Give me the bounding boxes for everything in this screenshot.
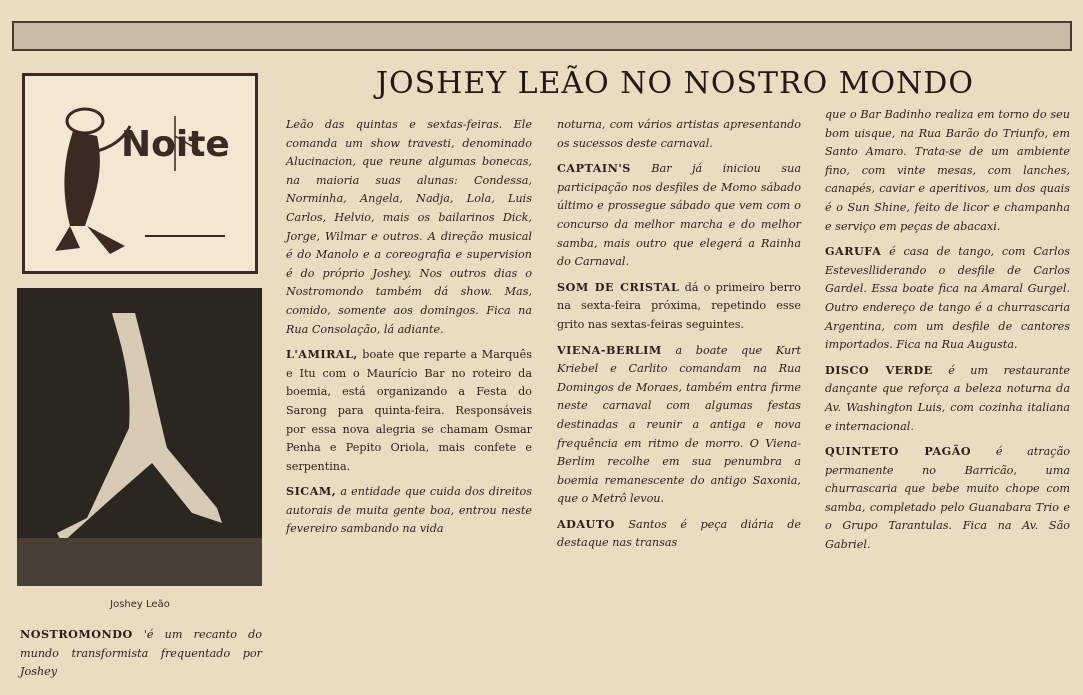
paragraph — [557, 278, 801, 335]
paragraph — [825, 242, 1070, 355]
column-2 — [286, 116, 532, 539]
paragraph-text: Santos é peça diária de destaque nas transas — [557, 517, 801, 550]
paragraph — [557, 515, 801, 553]
section-logo — [22, 73, 258, 274]
headline: JOSHEY LEÃO NO NOSTRO MONDO — [376, 66, 974, 101]
paragraph-lead: NOSTROMONDO — [20, 627, 133, 641]
paragraph-text: é atração permanente no Barricão, uma churrascaria que bebe muito chope com samba, completado pelo Guanabara Trio e o Grupo Tarantulas. Fica na Av. São Gabriel. — [825, 445, 1070, 552]
paragraph-lead: SICAM, — [286, 484, 337, 499]
top-rule-bar — [12, 21, 1072, 51]
column-1 — [20, 625, 262, 682]
logo-word: Noite — [121, 124, 230, 165]
paragraph-lead: QUINTETO PAGÃO — [825, 444, 972, 459]
paragraph — [825, 442, 1070, 555]
paragraph-text: é casa de tango, com Carlos Esteveslliderando o desfile de Carlos Gardel. Essa boate fica na Amaral Gurgel. Outro endereço de tango é a churrascaria Argentina, com um desfile de cantores importados. Fica na Rua Augusta. — [825, 245, 1070, 352]
paragraph-lead: VIENA-BERLIM — [557, 342, 662, 357]
paragraph-lead: L'AMIRAL, — [286, 347, 358, 362]
paragraph-lead: CAPTAIN'S — [557, 161, 631, 176]
paragraph-lead: DISCO VERDE — [825, 362, 933, 377]
paragraph-lead: ADAUTO — [557, 516, 615, 531]
paragraph: Leão das quintas e sextas-feiras. Ele comanda um show travesti, denominado Alucinacion, que reune algumas bonecas, na maioria suas alunas: Condessa, Norminha, Angela, Nadja, Lola, Luis Carlos, Helvio, mais os bailarinos Dick, Jorge, Wilmar e outros. A direção musical é do Manolo e a coreografia e supervision é do próprio Joshey. Nos outros dias o Nostromondo também dá show. Mas, comido, somente aos domingos. Fica na Rua Consolação, lá adiante. — [286, 118, 532, 336]
paragraph — [557, 341, 801, 509]
paragraph-text: Bar já iniciou sua participação nos desfiles de Momo sábado último e prossegue sábado que vem com o concurso da melhor marcha e do melhor samba, mais outro que elegerá a Rainha do Carnaval. — [557, 162, 801, 269]
paragraph-lead: SOM DE CRISTAL — [557, 279, 680, 294]
paragraph: noturna, com vários artistas apresentando os sucessos deste carnaval. — [557, 118, 801, 150]
column-4 — [825, 106, 1070, 555]
paragraph-text: é um restaurante dançante que reforça a beleza noturna da Av. Washington Luis, com cozinha italiana e internacional. — [825, 363, 1070, 433]
paragraph-text: dá o primeiro berro na sexta-feira próxima, repetindo esse grito nas sextas-feiras seguintes. — [557, 280, 802, 331]
paragraph — [557, 159, 801, 272]
paragraph-text: a boate que Kurt Kriebel e Carlito comandam na Rua Domingos de Moraes, também entra firme neste carnaval com algumas festas destinadas a reunir a antiga e nova frequência em ritmo de morro. O Viena-Berlim recolhe em sua penumbra a boemia remanescente do antigo Saxonia, que o Metrô levou. — [557, 343, 801, 506]
paragraph — [825, 361, 1070, 436]
column-3 — [557, 116, 801, 553]
paragraph — [286, 345, 532, 476]
paragraph: que o Bar Badinho realiza em torno do seu bom uisque, na Rua Barão do Triunfo, em Santo Amaro. Trata-se de um ambiente fino, com vinte mesas, com lanches, canapés, caviar e aperitivos, um dos quais é o Sun Shine, feito de licor e champanha e serviço em peças de abacaxi. — [825, 108, 1070, 233]
dancer-figure-icon — [17, 288, 262, 586]
paragraph-text: 'é um recanto do mundo transformista frequentado por Joshey — [20, 628, 262, 679]
reveler-illustration-icon — [25, 76, 255, 271]
paragraph — [20, 625, 262, 682]
paragraph-text: a entidade que cuida dos direitos autorais de muita gente boa, entrou neste fevereiro sambando na vida — [286, 485, 532, 536]
paragraph — [286, 482, 532, 539]
paragraph-text: boate que reparte a Marquês e Itu com o Maurício Bar no roteiro da boemia, está organizando a Festa do Sarong para quinta-feira. Responsáveis por essa nova alegria se chamam Osmar Penha e Pepito Oriola, mais confete e serpentina. — [286, 348, 532, 473]
photo-caption: Joshey Leão — [110, 599, 170, 610]
paragraph-lead: GARUFA — [825, 244, 882, 259]
dancer-photo — [17, 288, 262, 586]
